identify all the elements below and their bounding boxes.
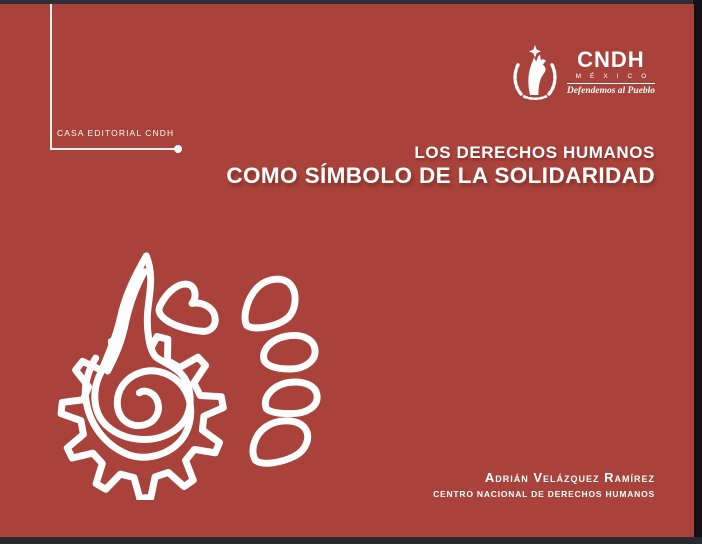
editorial-rule-horizontal xyxy=(50,148,177,150)
droplet-2-shape xyxy=(264,335,316,369)
brand-country: M É X I C O xyxy=(575,72,650,80)
laurel-base-icon xyxy=(524,97,546,99)
editorial-rule-vertical xyxy=(50,4,52,150)
droplet-3-shape xyxy=(265,382,317,414)
cndh-logo xyxy=(510,44,655,100)
cndh-logo-text xyxy=(566,46,655,96)
book-title xyxy=(226,142,655,189)
laurel-right-icon xyxy=(549,63,555,94)
droplet-4-shape xyxy=(253,421,308,463)
letterbox-bottom xyxy=(0,537,702,544)
author-name: Adrián Velázquez Ramírez xyxy=(484,470,655,485)
crest-shape xyxy=(159,284,215,331)
publisher-label: CASA EDITORIAL CNDH xyxy=(57,128,175,138)
title-line-2: COMO SÍMBOLO DE LA SOLIDARIDAD xyxy=(226,163,655,189)
title-line-1: LOS DERECHOS HUMANOS xyxy=(414,143,655,162)
book-cover xyxy=(0,4,694,537)
letterbox-right xyxy=(693,0,702,544)
brand-name: CNDH xyxy=(577,46,645,72)
credits-block xyxy=(433,470,655,499)
laurel-left-icon xyxy=(515,63,521,94)
hand-icon xyxy=(528,55,545,96)
institution-name: CENTRO NACIONAL DE DERECHOS HUMANOS xyxy=(433,488,655,499)
editorial-rule-dot xyxy=(174,145,182,153)
brand-slogan: Defendemos al Pueblo xyxy=(566,85,655,96)
cndh-emblem-icon xyxy=(510,44,560,100)
droplet-1-shape xyxy=(245,279,295,328)
logo-divider xyxy=(567,83,655,84)
water-gear-glyph-icon xyxy=(45,232,335,500)
